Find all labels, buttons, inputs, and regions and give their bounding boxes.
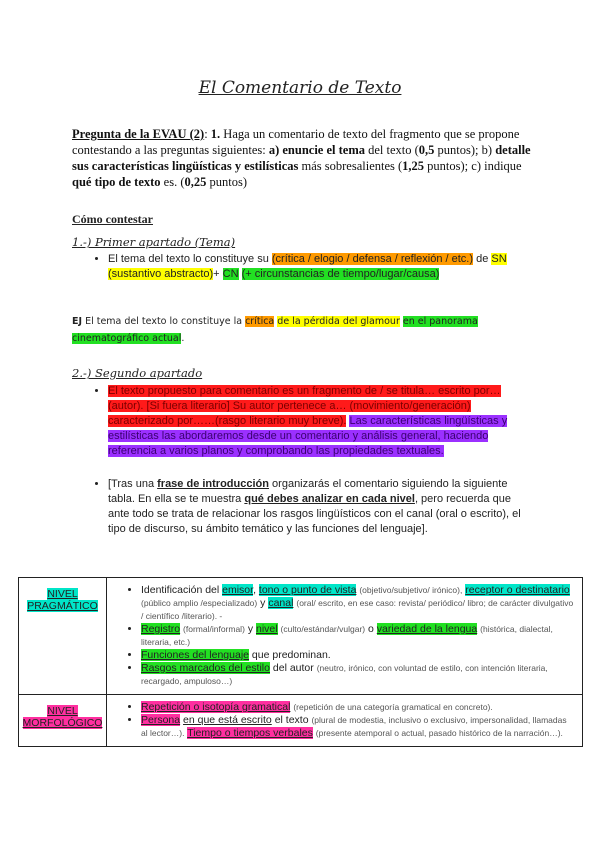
points-c: 0,25 [184, 175, 207, 189]
highlight-green: Registro [141, 623, 181, 635]
intro-text: Haga un comentario de texto del fragmento que se propone contestando a las preguntas siguientes: [72, 127, 520, 157]
highlight-green: CN [222, 268, 239, 280]
table-cell [19, 578, 107, 695]
highlight-magenta: Repetición o isotopía gramatical [141, 701, 291, 713]
list-item [141, 662, 574, 688]
question-number: 1. [210, 127, 221, 141]
text: El tema del texto lo constituye su [108, 253, 269, 265]
highlight-green: Rasgos marcados del estilo [141, 662, 270, 674]
text: Identificación del [141, 584, 220, 596]
highlight-teal: canal [268, 597, 294, 609]
part-c: qué tipo de texto [72, 175, 161, 189]
list-item: • Identificación del emisor, tono o punto de vista (objetivo/subjetivo/ irónico), receptor o destinatario (público amplio /especializado) y canal (oral/ escrito, en ese caso: revista/ periódico/ libro; de carácter divulgativo / científico /literario). - [141, 584, 574, 623]
highlight-magenta: Tiempo o tiempos verbales [187, 727, 313, 739]
list-item [108, 477, 530, 537]
note: (formal/informal) [183, 624, 245, 634]
second-section-list [90, 384, 530, 549]
note: (público amplio /especializado) [141, 598, 258, 608]
note: (culto/estándar/vulgar) [280, 624, 366, 634]
first-section-list [90, 252, 530, 294]
text: del autor [272, 662, 314, 674]
highlight-green: variedad de la lengua [376, 623, 478, 635]
highlight-green: en el panorama cinematográfico actual [72, 316, 478, 344]
how-to-answer-heading: Cómo contestar [72, 212, 153, 226]
text: en que está escrito [183, 714, 272, 726]
first-section-heading: 1.-) Primer apartado (Tema) [72, 235, 236, 249]
example [72, 313, 532, 347]
text: [Tras una [108, 478, 155, 490]
highlight-magenta: Persona [141, 714, 181, 726]
highlight-teal: emisor [222, 584, 254, 596]
intro-text: es. ( [163, 175, 185, 189]
text: . [181, 333, 185, 344]
intro-text: puntos); c) indique [427, 159, 522, 173]
note: (neutro, irónico, con voluntad de estilo, con intención literaria, recargado, ampuloso…) [141, 663, 548, 686]
text: + [213, 268, 220, 280]
note: (histórica, dialectal, literaria, etc.) [141, 624, 553, 647]
list-item [108, 252, 530, 282]
text: El tema del texto lo constituye la [85, 316, 243, 327]
highlight-purple: Las características lingüísticas y estilísticas las abordaremos desde un comentario y análisis general, haciendo referencia a varios planos y comprobando las propiedades textuales. [108, 415, 508, 457]
highlight-green: (+ circunstancias de tiempo/lugar/causa) [241, 268, 440, 280]
table-row [19, 578, 583, 695]
underlined-text: frase de introducción [157, 478, 269, 490]
highlight-yellow: SN (sustantivo abstracto) [108, 253, 507, 280]
levels-table [18, 577, 583, 747]
underlined-text: qué debes analizar en cada nivel [244, 493, 415, 505]
question-label: Pregunta de la EVAU (2) [72, 127, 205, 141]
note: (oral/ escrito, en ese caso: revista/ periódico/ libro; de carácter divulgativo / científico /literario). - [141, 598, 574, 621]
text: o [368, 623, 374, 635]
intro-text: puntos) [209, 175, 247, 189]
note: (repetición de una categoría gramatical en concreto). [293, 702, 493, 712]
highlight-teal: receptor o destinatario [465, 584, 570, 596]
highlight-teal: tono o punto de vista [258, 584, 357, 596]
highlight-orange: (crítica / elogio / defensa / reflexión / etc.) [271, 253, 474, 265]
text: organizarás el comentario siguiendo la siguiente tabla. En ella se te muestra [108, 478, 508, 505]
level-label: NIVEL MORFOLÓGICO [22, 705, 103, 729]
list-item [141, 623, 574, 649]
text: que predominan. [251, 649, 331, 661]
highlight-green: Funciones del lenguaje [141, 649, 249, 661]
intro-text: más sobresalientes ( [301, 159, 403, 173]
text: de [476, 253, 489, 265]
text: y [260, 597, 266, 609]
note: (objetivo/subjetivo/ irónico), [359, 585, 463, 595]
part-b: detalle sus características lingüísticas y estilísticas [72, 143, 531, 173]
table-row [19, 695, 583, 747]
list-item [108, 384, 530, 459]
intro-text: del texto ( [368, 143, 419, 157]
note: (presente atemporal o actual, pasado histórico de la narración…). [315, 728, 563, 738]
points-b: 1,25 [402, 159, 425, 173]
list-item [141, 701, 574, 714]
document-title: El Comentario de Texto [198, 78, 402, 98]
level-label: NIVEL PRAGMÁTICO [27, 588, 98, 612]
table-cell [107, 578, 583, 695]
table-cell [107, 695, 583, 747]
evau-question: Pregunta de la EVAU (2): 1. Haga un comentario de texto del fragmento que se propone contestando a las preguntas siguientes: a) enuncie el tema del texto (0,5 puntos); b) detalle sus características lingüísticas y estilísticas más sobresalientes (1,25 puntos); c) indique qué tipo de texto es. (0,25 puntos) [72, 127, 531, 189]
highlight-yellow: de la pérdida del glamour [277, 316, 400, 327]
intro-text: puntos); b) [437, 143, 493, 157]
text: , pero recuerda que ante todo se trata de relacionar los rasgos lingüísticos con el canal (oral o escrito), el tipo de discurso, su ámbito temático y las funciones del lenguaje]. [108, 493, 521, 535]
highlight-red: El texto propuesto para comentario es un fragmento de / se titula… escrito por… (autor). [Si fuera literario] Su autor pertenece a… (movimiento/generación) caracterizado por……(rasgo literario muy breve). [108, 385, 501, 427]
text: el texto [274, 714, 309, 726]
highlight-orange: crítica [245, 316, 275, 327]
list-item [141, 714, 574, 740]
highlight-green: nivel [256, 623, 278, 635]
example-label: EJ [72, 316, 83, 327]
text: y [247, 623, 254, 635]
part-a: a) enuncie el tema [268, 143, 365, 157]
points-a: 0,5 [418, 143, 435, 157]
table-cell [19, 695, 107, 747]
second-section-heading: 2.-) Segundo apartado [72, 366, 203, 380]
note: (plural de modestia, inclusivo o exclusivo, impersonalidad, llamadas al lector…). [141, 715, 567, 738]
list-item [141, 649, 574, 662]
